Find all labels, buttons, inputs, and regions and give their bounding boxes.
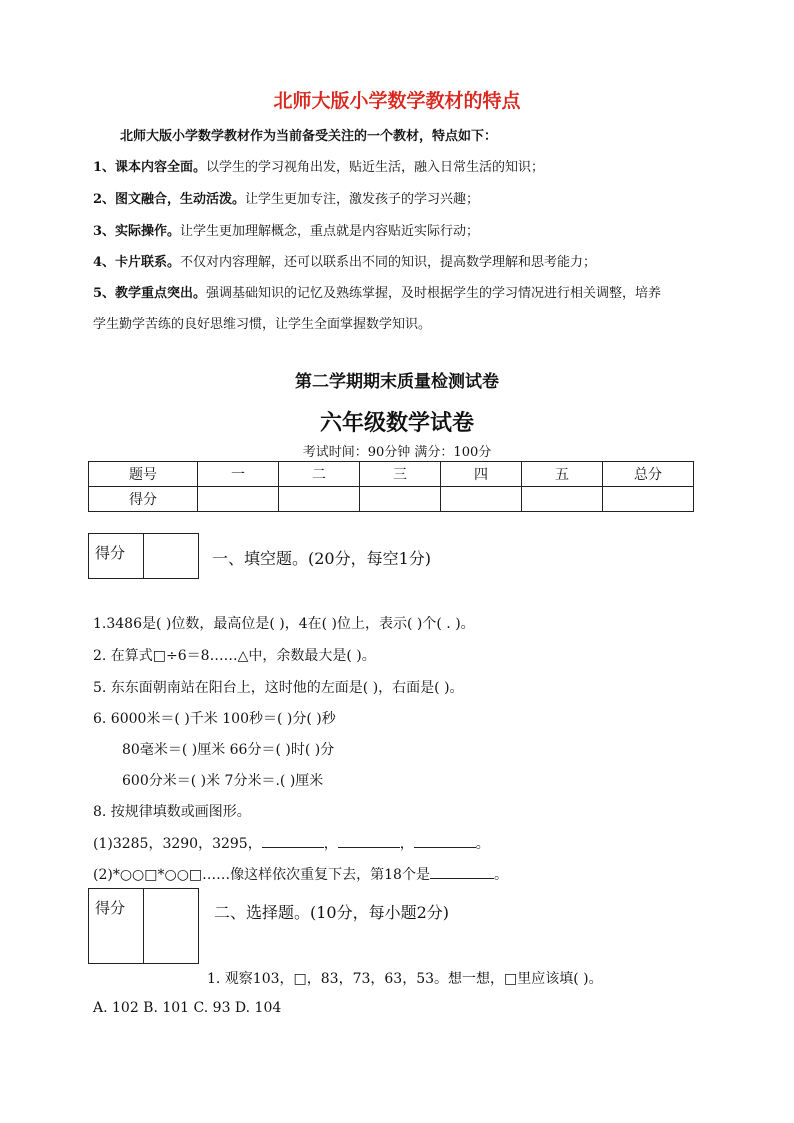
fill-question-8-1 xyxy=(93,833,490,853)
exam-meta: 考试时间：90分钟 满分：100分 xyxy=(302,445,492,460)
fill-question-6b: 80毫米＝( )厘米 66分＝( )时( )分 xyxy=(122,742,335,758)
score-header-cell: 三 xyxy=(360,462,441,487)
score-box-label: 得分 xyxy=(95,899,126,917)
score-cell[interactable] xyxy=(198,487,279,512)
fill-question-1: 1.3486是( )位数，最高位是( )，4在( )位上，表示( )个( . )。 xyxy=(93,616,475,632)
fill-question-6a: 6. 6000米＝( )千米 100秒＝( )分( )秒 xyxy=(93,711,336,727)
q8-2-end: 。 xyxy=(493,867,508,883)
section-2-score-box xyxy=(88,888,199,964)
feature-1-body: 以学生的学习视角出发，贴近生活，融入日常生活的知识； xyxy=(206,160,545,175)
feature-4-head: 4、卡片联系。 xyxy=(93,255,181,270)
score-header-cell: 二 xyxy=(279,462,360,487)
answer-blank[interactable] xyxy=(414,846,476,848)
score-header-cell: 总分 xyxy=(603,462,694,487)
feature-2-head: 2、图文融合，生动活泼。 xyxy=(93,192,246,207)
answer-blank[interactable] xyxy=(262,846,324,848)
feature-3-head: 3、实际操作。 xyxy=(93,224,181,239)
feature-1-head: 1、课本内容全面。 xyxy=(93,160,207,175)
feature-4 xyxy=(93,251,596,270)
q8-1-prefix: (1)3285，3290，3295， xyxy=(93,836,262,852)
exam-subtitle: 第二学期期末质量检测试卷 xyxy=(295,372,499,392)
answer-blank[interactable] xyxy=(430,877,494,879)
choice-question-1-options: A. 102 B. 101 C. 93 D. 104 xyxy=(93,1000,282,1016)
q8-2-prefix: (2)*○○□*○○□……像这样依次重复下去，第18个是 xyxy=(93,867,430,883)
feature-1 xyxy=(93,156,544,175)
score-header-cell: 四 xyxy=(441,462,522,487)
section-1-score-box xyxy=(88,533,199,579)
feature-5-continued: 学生勤学苦练的良好思维习惯，让学生全面掌握数学知识。 xyxy=(93,317,432,332)
section-1-title: 一、填空题。(20分，每空1分) xyxy=(212,549,432,568)
score-cell[interactable] xyxy=(360,487,441,512)
score-cell[interactable] xyxy=(441,487,522,512)
feature-3 xyxy=(93,220,479,239)
score-table-score-row xyxy=(89,487,694,512)
q8-end: 。 xyxy=(475,836,490,852)
q8-sep: ， xyxy=(399,836,414,852)
fill-question-5: 5. 东东面朝南站在阳台上，这时他的左面是( )，右面是( )。 xyxy=(93,680,464,696)
exam-title: 六年级数学试卷 xyxy=(319,410,474,436)
score-box-label-cell xyxy=(89,889,144,963)
fill-question-8-2 xyxy=(93,864,508,884)
score-header-cell: 一 xyxy=(198,462,279,487)
score-box-label-cell xyxy=(89,534,144,578)
feature-5-head: 5、教学重点突出。 xyxy=(93,286,207,301)
score-header-cell: 五 xyxy=(522,462,603,487)
features-lead: 北师大版小学数学教材作为当前备受关注的一个教材，特点如下： xyxy=(120,129,498,144)
fill-question-6c: 600分米＝( )米 7分米＝.( )厘米 xyxy=(122,773,324,789)
score-cell[interactable] xyxy=(603,487,694,512)
fill-question-2: 2. 在算式□÷6＝8……△中，余数最大是( )。 xyxy=(93,648,376,664)
score-cell[interactable] xyxy=(279,487,360,512)
fill-question-8: 8. 按规律填数或画图形。 xyxy=(93,804,251,820)
score-header-cell: 题号 xyxy=(89,462,198,487)
feature-4-body: 不仅对内容理解，还可以联系出不同的知识，提高数学理解和思考能力； xyxy=(180,255,597,270)
q8-sep: ， xyxy=(323,836,338,852)
score-row-label: 得分 xyxy=(89,487,198,512)
feature-2 xyxy=(93,188,479,207)
score-table-header-row xyxy=(89,462,694,487)
answer-blank[interactable] xyxy=(338,846,400,848)
feature-5 xyxy=(93,282,661,301)
score-table xyxy=(88,461,694,512)
section-2-title: 二、选择题。(10分，每小题2分) xyxy=(214,903,450,922)
score-cell[interactable] xyxy=(522,487,603,512)
score-box-label: 得分 xyxy=(95,544,126,562)
feature-3-body: 让学生更加理解概念，重点就是内容贴近实际行动； xyxy=(180,224,480,239)
feature-2-body: 让学生更加专注，激发孩子的学习兴趣； xyxy=(245,192,480,207)
feature-5-body: 强调基础知识的记忆及熟练掌握，及时根据学生的学习情况进行相关调整，培养 xyxy=(206,286,662,301)
features-title: 北师大版小学数学教材的特点 xyxy=(273,90,521,112)
choice-question-1: 1. 观察103，□，83，73，63，53。想一想，□里应该填( )。 xyxy=(207,971,603,987)
